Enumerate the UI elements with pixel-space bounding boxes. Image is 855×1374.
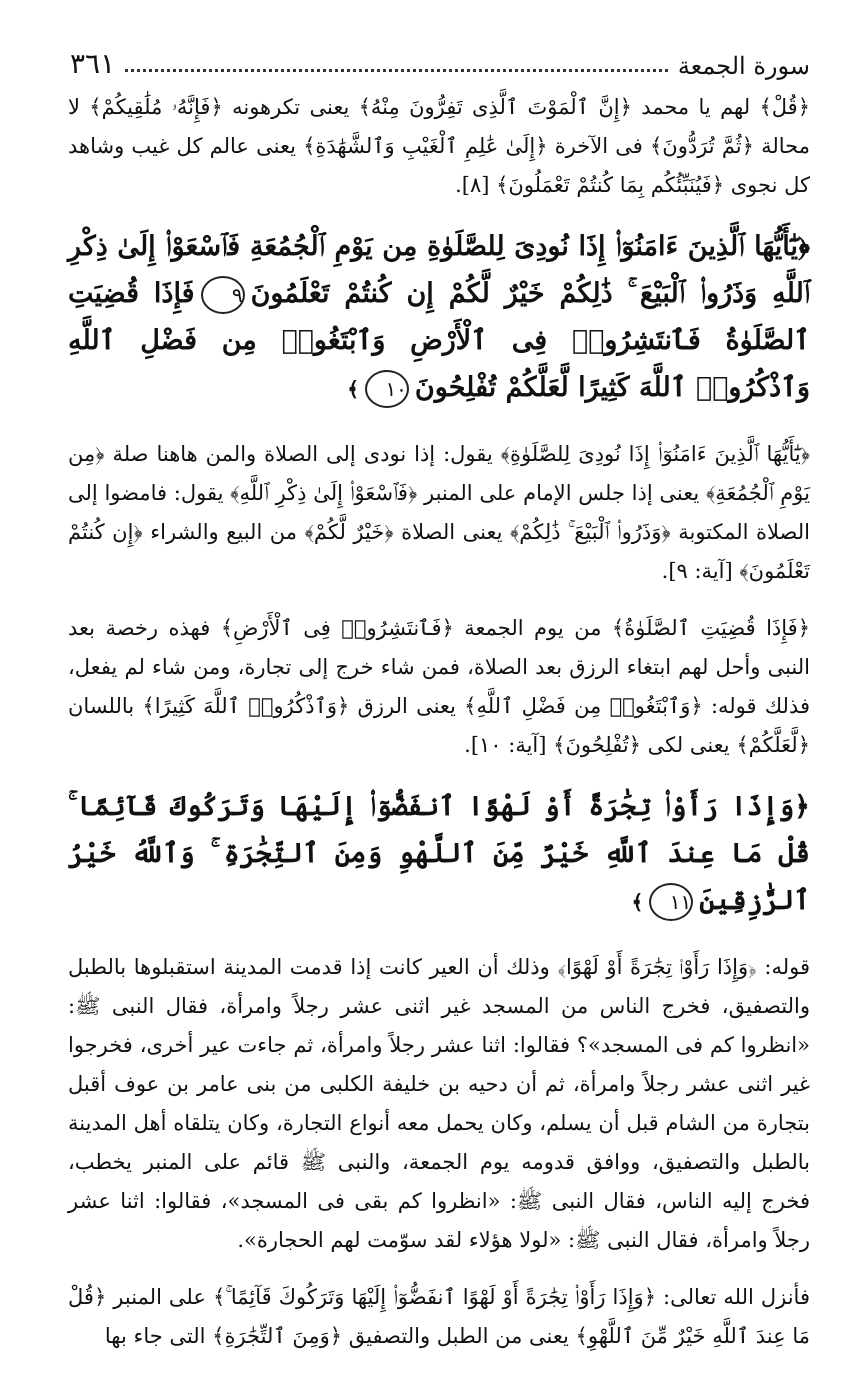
quran-verse-11 xyxy=(68,783,810,926)
closing-bracket: ﴾ xyxy=(347,377,359,401)
verse-9-text: ﴿يَٰٓأَيُّهَا ٱلَّذِينَ ءَامَنُوٓا۟ إِذَا نُودِىَ لِلصَّلَوٰةِ مِن يَوْمِ ٱلْجُمُعَةِ فَٱسْعَوْا۟ إِلَىٰ ذِكْرِ ٱللَّهِ وَذَرُوا۟ ٱلْبَيْعَ ۚ ذَٰلِكُمْ خَيْرٌ لَّكُمْ إِن كُنتُمْ تَعْلَمُونَ xyxy=(68,231,810,309)
closing-bracket: ﴾ xyxy=(631,890,644,914)
quran-verses-9-10 xyxy=(68,223,810,413)
commentary-paragraph: ﴿يَٰٓأَيُّهَا ٱلَّذِينَ ءَامَنُوٓا۟ إِذَا نُودِىَ لِلصَّلَوٰةِ﴾ يقول: إذا نودى إلى الصلاة والمن هاهنا صلة ﴿مِن يَوْمِ ٱلْجُمُعَةِ﴾ يعنى إذا جلس الإمام على المنبر ﴿فَٱسْعَوْا۟ إِلَىٰ ذِكْرِ ٱللَّهِ﴾ يقول: فامضوا إلى الصلاة المكتوبة ﴿وَذَرُوا۟ ٱلْبَيْعَ ۚ ذَٰلِكُمْ﴾ يعنى الصلاة ﴿خَيْرٌ لَّكُمْ﴾ من البيع والشراء ﴿إِن كُنتُمْ تَعْلَمُونَ﴾ [آية: ٩]. xyxy=(68,442,810,583)
commentary-paragraph: ﴿فَإِذَا قُضِيَتِ ٱلصَّلَوٰةُ﴾ من يوم الجمعة ﴿فَٱنتَشِرُوا۟ فِى ٱلْأَرْضِ﴾ فهذه رخصة بعد النبى وأحل لهم ابتغاء الرزق بعد الصلاة، فمن شاء خرج إلى تجارة، ومن شاء لم يفعل، فذلك قوله: ﴿وَٱبْتَغُوا۟ مِن فَضْلِ ٱللَّهِ﴾ يعنى الرزق ﴿وَٱذْكُرُوا۟ ٱللَّهَ كَثِيرًا﴾ باللسان ﴿لَّعَلَّكُمْ﴾ يعنى لكى ﴿تُفْلِحُونَ﴾ [آية: ١٠]. xyxy=(68,616,810,757)
commentary-paragraph: قوله: ﴿وَإِذَا رَأَوْا۟ تِجَٰرَةً أَوْ لَهْوًا﴾ وذلك أن العير كانت إذا قدمت المدينة استقبلوها بالطبل والتصفيق، فخرج الناس من المسجد غير اثنى عشر رجلاً وامرأة، فقال النبى ﷺ: «انظروا كم فى المسجد»؟ فقالوا: اثنا عشر رجلاً وامرأة، ثم جاءت عير أخرى، فخرجوا غير اثنى عشر رجلاً وامرأة، ثم أن دحيه بن خليفة الكلبى من بنى عامر بن عوف أقبل بتجارة من الشام قبل أن يسلم، وكان يحمل معه أنواع التجارة، وكان يتلقاه أهل المدينة بالطبل والتصفيق، ووافق قدومه يوم الجمعة، والنبى ﷺ قائم على المنبر يخطب، فخرج إليه الناس، فقال النبى ﷺ: «انظروا كم بقى فى المسجد»، فقالوا: اثنا عشر رجلاً وامرأة، فقال النبى ﷺ: «لولا هؤلاء لقد سوّمت لهم الحجارة». xyxy=(68,955,810,1252)
page-body xyxy=(68,88,810,1374)
verse-11-text: ﴿وَإِذَا رَأَوْا۟ تِجَٰرَةً أَوْ لَهْوًا ٱنفَضُّوٓا۟ إِلَيْهَا وَتَرَكُوكَ قَآئِمًا ۚ قُلْ مَا عِندَ ٱللَّهِ خَيْرٌ مِّنَ ٱللَّهْوِ وَمِنَ ٱلتِّجَٰرَةِ ۚ وَٱللَّهُ خَيْرُ ٱلرَّٰزِقِينَ xyxy=(68,791,810,916)
dotted-leader xyxy=(125,69,668,72)
page-number: ٣٦١ xyxy=(70,47,116,80)
commentary-paragraph: فأنزل الله تعالى: ﴿وَإِذَا رَأَوْا۟ تِجَٰرَةً أَوْ لَهْوًا ٱنفَضُّوٓا۟ إِلَيْهَا وَتَرَكُوكَ قَآئِمًا ۚ﴾ على المنبر ﴿قُلْ مَا عِندَ ٱللَّهِ خَيْرٌ مِّنَ ٱللَّهْوِ﴾ يعنى من الطبل والتصفيق ﴿وَمِنَ ٱلتِّجَٰرَةِ﴾ التى جاء بها xyxy=(68,1285,810,1348)
verse-number-marker: ٩ xyxy=(201,276,245,314)
verse-number-marker: ١١ xyxy=(649,883,693,921)
surah-title: سورة الجمعة xyxy=(677,52,810,80)
verse-10-text: فَإِذَا قُضِيَتِ ٱلصَّلَوٰةُ فَٱنتَشِرُوا۟ فِى ٱلْأَرْضِ وَٱبْتَغُوا۟ مِن فَضْلِ ٱللَّهِ وَٱذْكُرُوا۟ ٱللَّهَ كَثِيرًا لَّعَلَّكُمْ تُفْلِحُونَ xyxy=(68,278,810,403)
page-header xyxy=(70,40,810,80)
commentary-paragraph: ﴿قُلْ﴾ لهم يا محمد ﴿إِنَّ ٱلْمَوْتَ ٱلَّذِى تَفِرُّونَ مِنْهُ﴾ يعنى تكرهونه ﴿فَإِنَّهُۥ مُلَٰقِيكُمْ﴾ لا محالة ﴿ثُمَّ تُرَدُّونَ﴾ فى الآخرة ﴿إِلَىٰ عَٰلِمِ ٱلْغَيْبِ وَٱلشَّهَٰدَةِ﴾ يعنى عالم كل غيب وشاهد كل نجوى ﴿فَيُنَبِّئُكُم بِمَا كُنتُمْ تَعْمَلُونَ﴾ [٨]. xyxy=(68,95,810,197)
verse-number-marker: ١٠ xyxy=(365,370,409,408)
